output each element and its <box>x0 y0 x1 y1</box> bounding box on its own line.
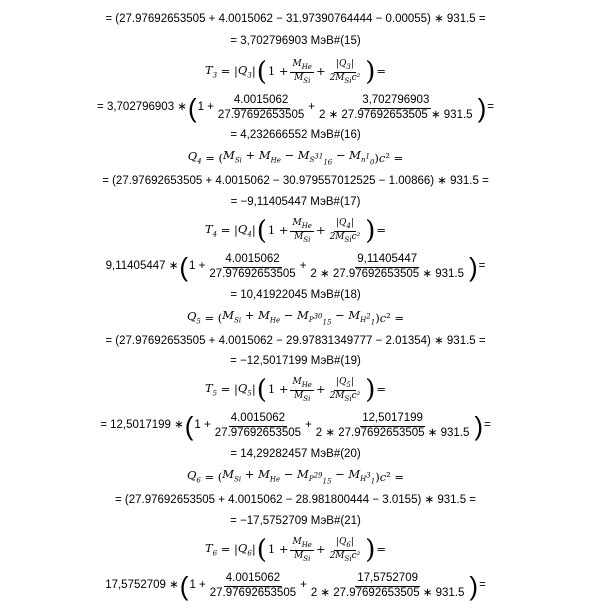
substitution-lead: = 3,702796903 ∗ <box>97 101 187 114</box>
result-text: = −12,5017199 МэВ#(19) <box>230 355 361 367</box>
equation-result <box>0 516 591 528</box>
equation-line <box>0 14 591 26</box>
result-text: = −17,5752709 МэВ#(21) <box>230 515 361 527</box>
formula-abs: $Q_3$ <box>237 62 252 80</box>
kinetic-energy-substitution: 17,5752709 ∗ ( 1 + $\frac{4.0015062}{27.97692653505}$ + $\frac{17,5752709}{2 ∗ 27.97692653505 ∗ 931.5}$ ) = <box>105 571 486 601</box>
equation-result <box>0 290 591 302</box>
reaction-energy-formula: $Q_6$ = ( $M_{Si} + M_{He} - M_{P^{29}_{15}} - M_{H^3_1}$ )c² = <box>186 467 405 486</box>
reaction-energy-formula: $Q_4$ = ( $M_{Si} + M_{He} - M_{S^{31}_{16}} - M_{n^1_0}$ )c² = <box>187 148 404 167</box>
equation-result <box>0 130 591 142</box>
equation-result <box>0 449 591 461</box>
kinetic-energy-formula: $T_6$ = | $Q_6$ | ( 1 + $\frac{M_{He}}{M_{Si}}$ + $\frac{|Q_6|}{2M_{Si}c^2}$ ) = <box>204 535 387 565</box>
equation-text: = (27.97692653505 + 4.0015062 − 29.97831349777 − 2.01354) ∗ 931.5 = <box>105 335 486 347</box>
kinetic-energy-formula: $T_4$ = | $Q_4$ | ( 1 + $\frac{M_{He}}{M_{Si}}$ + $\frac{|Q_4|}{2M_{Si}c^2}$ ) = <box>204 216 387 246</box>
equation-result <box>0 356 591 368</box>
formula-lhs: $T_3$ <box>204 62 218 80</box>
kinetic-energy-substitution: = 12,5017199 ∗ ( 1 + $\frac{4.0015062}{27.97692653505}$ + $\frac{12,5017199}{2 ∗ 27.97692653505 ∗ 931.5}$ ) = <box>100 411 491 441</box>
result-text: = 10,41922045 МэВ#(18) <box>230 289 361 301</box>
equation-text: = (27.97692653505 + 4.0015062 − 28.981800444 − 3.0155) ∗ 931.5 = <box>114 494 477 506</box>
equation-result <box>0 36 591 48</box>
result-text: = 14,29282457 МэВ#(20) <box>230 448 361 460</box>
kinetic-energy-formula: $T_5$ = | $Q_5$ | ( 1 + $\frac{M_{He}}{M_{Si}}$ + $\frac{|Q_5|}{2M_{Si}c^2}$ ) = <box>204 375 387 405</box>
result-text: = 4,232666552 МэВ#(16) <box>230 129 361 141</box>
result-text: = −9,11405447 МэВ#(17) <box>230 196 361 208</box>
reaction-energy-formula: $Q_5$ = ( $M_{Si} + M_{He} - M_{P^{30}_{15}} - M_{H^2_1}$ )c² = <box>186 308 405 327</box>
equation-line <box>0 336 591 348</box>
equation-line <box>0 176 591 188</box>
kinetic-energy-substitution: = 3,702796903 ∗ ( 1 + $\frac{4.0015062}{27.97692653505}$ + $\frac{3,702796903}{2 ∗ 27.97692653505 ∗ 931.5}$ ) = <box>97 93 494 123</box>
equation-text: = (27.97692653505 + 4.0015062 − 31.97390764444 − 0.00055) ∗ 931.5 = <box>105 13 486 25</box>
equation-text: = (27.97692653505 + 4.0015062 − 30.979557012525 − 1.00866) ∗ 931.5 = <box>102 175 489 187</box>
result-text: = 3,702796903 МэВ#(15) <box>230 35 361 47</box>
kinetic-energy-substitution: 9,11405447 ∗ ( 1 + $\frac{4.0015062}{27.97692653505}$ + $\frac{9,11405447}{2 ∗ 27.97692653505 ∗ 931.5}$ ) = <box>105 252 486 282</box>
kinetic-energy-formula: $T_3$ = | $Q_3$ | ( 1 + $\frac{M_{He}}{M_{Si}}$ + $\frac{|Q_3|}{2M_{Si}c^2}$ ) = <box>204 57 387 87</box>
equation-result <box>0 197 591 209</box>
equation-line <box>0 495 591 507</box>
